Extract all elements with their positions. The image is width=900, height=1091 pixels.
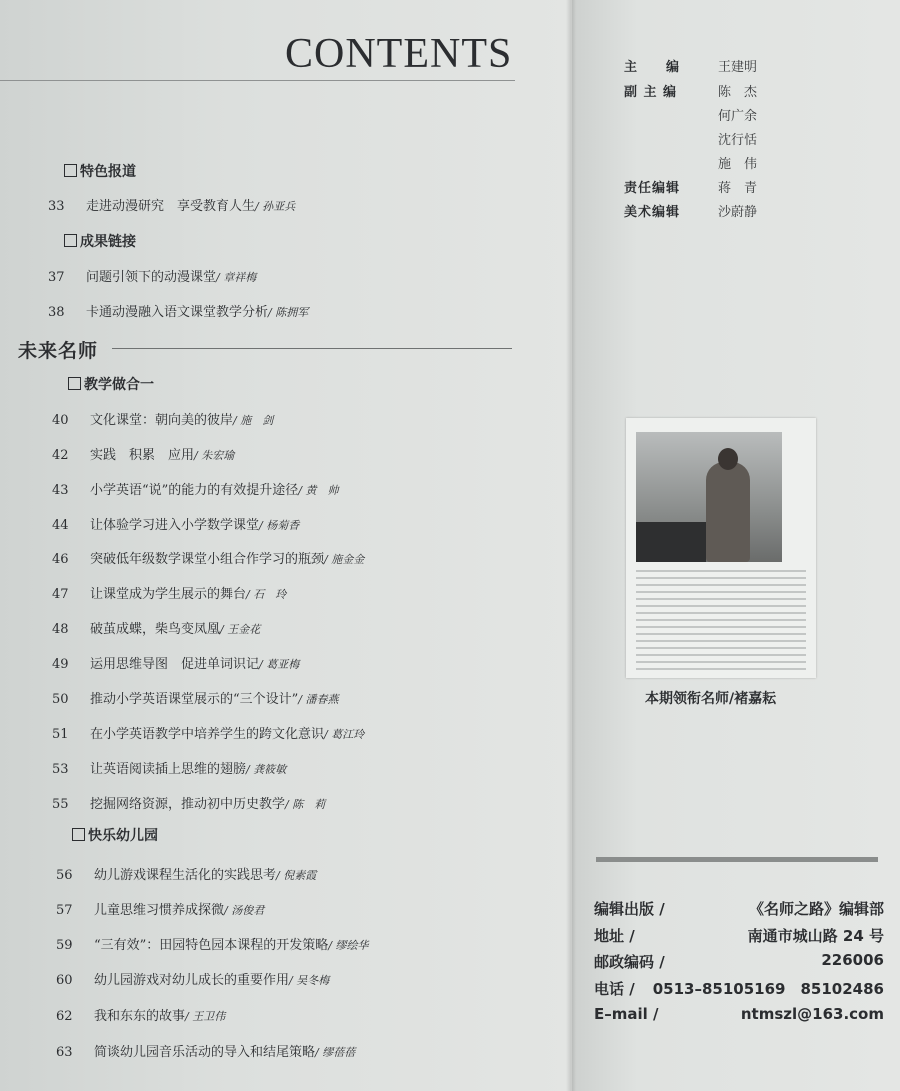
page-number: 63 xyxy=(56,1045,73,1060)
entry-author: / 汤俊君 xyxy=(224,904,265,917)
staff-row xyxy=(624,201,757,220)
staff-row xyxy=(624,56,757,75)
page-number: 59 xyxy=(56,938,73,953)
staff-name: 蒋 青 xyxy=(718,181,758,196)
entry-title: 挖掘网络资源，推动初中历史教学 xyxy=(90,797,286,812)
column-title: 未来名师 xyxy=(18,340,99,362)
entry-author: / 孙亚兵 xyxy=(255,200,296,213)
staff-name: 陈 杰 xyxy=(718,85,758,100)
entry-author: / 葛亚梅 xyxy=(259,658,300,671)
entry-author: / 黄 帅 xyxy=(298,484,339,497)
section-heading: 教学做合一 xyxy=(68,374,154,394)
info-value: 《名师之路》编辑部 xyxy=(748,900,884,918)
checkbox-square-icon xyxy=(64,234,77,247)
toc-entry[interactable] xyxy=(56,899,264,918)
entry-title: “三有效”：田园特色园本课程的开发策略 xyxy=(94,938,329,953)
page-number: 49 xyxy=(52,657,69,672)
entry-title: 推动小学英语课堂展示的“三个设计” xyxy=(90,692,299,707)
toc-entry[interactable] xyxy=(52,688,339,707)
info-label: 电话 / xyxy=(594,980,635,998)
entry-title: 儿童思维习惯养成探微 xyxy=(94,903,225,918)
desk-shape xyxy=(636,522,706,562)
toc-entry[interactable] xyxy=(48,195,295,214)
page-number: 48 xyxy=(52,622,69,637)
toc-entry[interactable] xyxy=(52,548,364,567)
info-rule xyxy=(596,857,878,862)
page-number: 50 xyxy=(52,692,69,707)
toc-entry[interactable] xyxy=(52,409,273,428)
entry-title: 问题引领下的动漫课堂 xyxy=(86,270,217,285)
entry-title: 运用思维导图 促进单词识记 xyxy=(90,657,260,672)
info-value[interactable]: ntmszl@163.com xyxy=(740,1005,884,1023)
checkbox-square-icon xyxy=(68,377,81,390)
staff-row xyxy=(624,129,757,148)
info-label: 邮政编码 / xyxy=(594,953,665,971)
toc-entry[interactable] xyxy=(56,969,329,988)
teacher-photo xyxy=(636,432,782,562)
info-label: 编辑出版 / xyxy=(594,900,665,918)
entry-author: / 缪蓓蓓 xyxy=(315,1046,356,1059)
staff-row xyxy=(624,153,757,172)
page-number: 37 xyxy=(48,270,65,285)
page-number: 60 xyxy=(56,973,73,988)
toc-entry[interactable] xyxy=(52,479,339,498)
card-text-block xyxy=(636,570,806,670)
entry-author: / 葛江玲 xyxy=(324,728,365,741)
staff-role: 主 编 xyxy=(624,60,681,75)
entry-title: 我和东东的故事 xyxy=(94,1009,186,1024)
toc-entry[interactable] xyxy=(52,583,286,602)
entry-author: / 潘春燕 xyxy=(298,693,339,706)
entry-author: / 缪绘华 xyxy=(328,939,369,952)
toc-entry[interactable] xyxy=(56,934,369,953)
entry-author: / 施金金 xyxy=(324,553,365,566)
entry-author: / 杨菊香 xyxy=(259,519,300,532)
toc-entry[interactable] xyxy=(52,758,286,777)
page-number: 42 xyxy=(52,448,69,463)
info-value: 南通市城山路 24 号 xyxy=(747,927,884,945)
page-number: 44 xyxy=(52,518,69,533)
entry-title: 让英语阅读插上思维的翅膀 xyxy=(90,762,247,777)
staff-name: 施 伟 xyxy=(718,157,758,172)
entry-title: 破茧成蝶，柴鸟变凤凰 xyxy=(90,622,221,637)
featured-teacher-card xyxy=(626,418,816,678)
page-number: 33 xyxy=(48,199,65,214)
entry-author: / 王卫伟 xyxy=(185,1010,226,1023)
page-number: 51 xyxy=(52,727,69,742)
entry-title: 幼儿游戏课程生活化的实践思考 xyxy=(94,868,277,883)
toc-entry[interactable] xyxy=(52,618,260,637)
page-number: 43 xyxy=(52,483,69,498)
entry-title: 突破低年级数学课堂小组合作学习的瓶颈 xyxy=(90,552,325,567)
entry-author: / 龚筱敏 xyxy=(246,763,287,776)
page-number: 38 xyxy=(48,305,65,320)
entry-title: 文化课堂：朝向美的彼岸 xyxy=(90,413,234,428)
entry-title: 实践 积累 应用 xyxy=(90,448,195,463)
entry-author: / 陈 莉 xyxy=(285,798,326,811)
staff-name: 沈行恬 xyxy=(718,133,758,148)
page-number: 55 xyxy=(52,797,69,812)
title-rule xyxy=(0,80,515,81)
entry-author: / 石 玲 xyxy=(246,588,287,601)
info-label: E–mail / xyxy=(594,1005,659,1023)
toc-entry[interactable] xyxy=(48,301,308,320)
staff-row xyxy=(624,177,757,196)
entry-author: / 施 剑 xyxy=(233,414,274,427)
toc-entry[interactable] xyxy=(56,1005,225,1024)
page-number: 62 xyxy=(56,1009,73,1024)
entry-author: / 陈拥军 xyxy=(268,306,309,319)
info-label: 地址 / xyxy=(594,927,635,945)
teacher-head xyxy=(718,448,738,470)
page-number: 47 xyxy=(52,587,69,602)
toc-entry[interactable] xyxy=(52,723,364,742)
staff-role: 责任编辑 xyxy=(624,181,681,196)
staff-name: 沙蔚静 xyxy=(718,205,758,220)
toc-entry[interactable] xyxy=(56,864,316,883)
entry-author: / 王金花 xyxy=(220,623,261,636)
checkbox-square-icon xyxy=(64,164,77,177)
staff-role: 美术编辑 xyxy=(624,205,681,220)
contents-title: CONTENTS xyxy=(285,31,513,77)
entry-author: / 章祥梅 xyxy=(216,271,257,284)
info-value: 226006 xyxy=(821,951,884,969)
entry-author: / 朱宏瑜 xyxy=(194,449,235,462)
section-heading: 成果链接 xyxy=(64,231,136,251)
page-number: 53 xyxy=(52,762,69,777)
entry-author: / 吴冬梅 xyxy=(289,974,330,987)
teacher-figure xyxy=(706,462,750,562)
toc-entry[interactable] xyxy=(52,444,234,463)
staff-row xyxy=(624,81,757,100)
toc-entry[interactable] xyxy=(56,1041,355,1060)
page-number: 56 xyxy=(56,868,73,883)
staff-role: 副 主 编 xyxy=(624,85,678,100)
staff-name: 王建明 xyxy=(718,60,758,75)
section-heading: 快乐幼儿园 xyxy=(72,825,158,845)
page-gutter xyxy=(566,0,576,1091)
staff-row xyxy=(624,105,757,124)
page-number: 40 xyxy=(52,413,69,428)
entry-title: 让课堂成为学生展示的舞台 xyxy=(90,587,247,602)
entry-title: 走进动漫研究 享受教育人生 xyxy=(86,199,256,214)
staff-name: 何广余 xyxy=(718,109,758,124)
column-rule xyxy=(112,348,512,349)
entry-author: / 倪素霞 xyxy=(276,869,317,882)
toc-entry[interactable] xyxy=(52,653,299,672)
info-value: 0513–85105169 85102486 xyxy=(652,980,884,998)
entry-title: 让体验学习进入小学数学课堂 xyxy=(90,518,260,533)
toc-entry[interactable] xyxy=(48,266,256,285)
entry-title: 在小学英语教学中培养学生的跨文化意识 xyxy=(90,727,325,742)
checkbox-square-icon xyxy=(72,828,85,841)
section-heading: 特色报道 xyxy=(64,161,136,181)
page-number: 46 xyxy=(52,552,69,567)
toc-entry[interactable] xyxy=(52,793,325,812)
entry-title: 简谈幼儿园音乐活动的导入和结尾策略 xyxy=(94,1045,316,1060)
page-number: 57 xyxy=(56,903,73,918)
entry-title: 卡通动漫融入语文课堂教学分析 xyxy=(86,305,269,320)
feature-caption: 本期领衔名师/褚嘉耘 xyxy=(645,691,777,707)
entry-title: 小学英语“说”的能力的有效提升途径 xyxy=(90,483,299,498)
toc-entry[interactable] xyxy=(52,514,299,533)
entry-title: 幼儿园游戏对幼儿成长的重要作用 xyxy=(94,973,290,988)
